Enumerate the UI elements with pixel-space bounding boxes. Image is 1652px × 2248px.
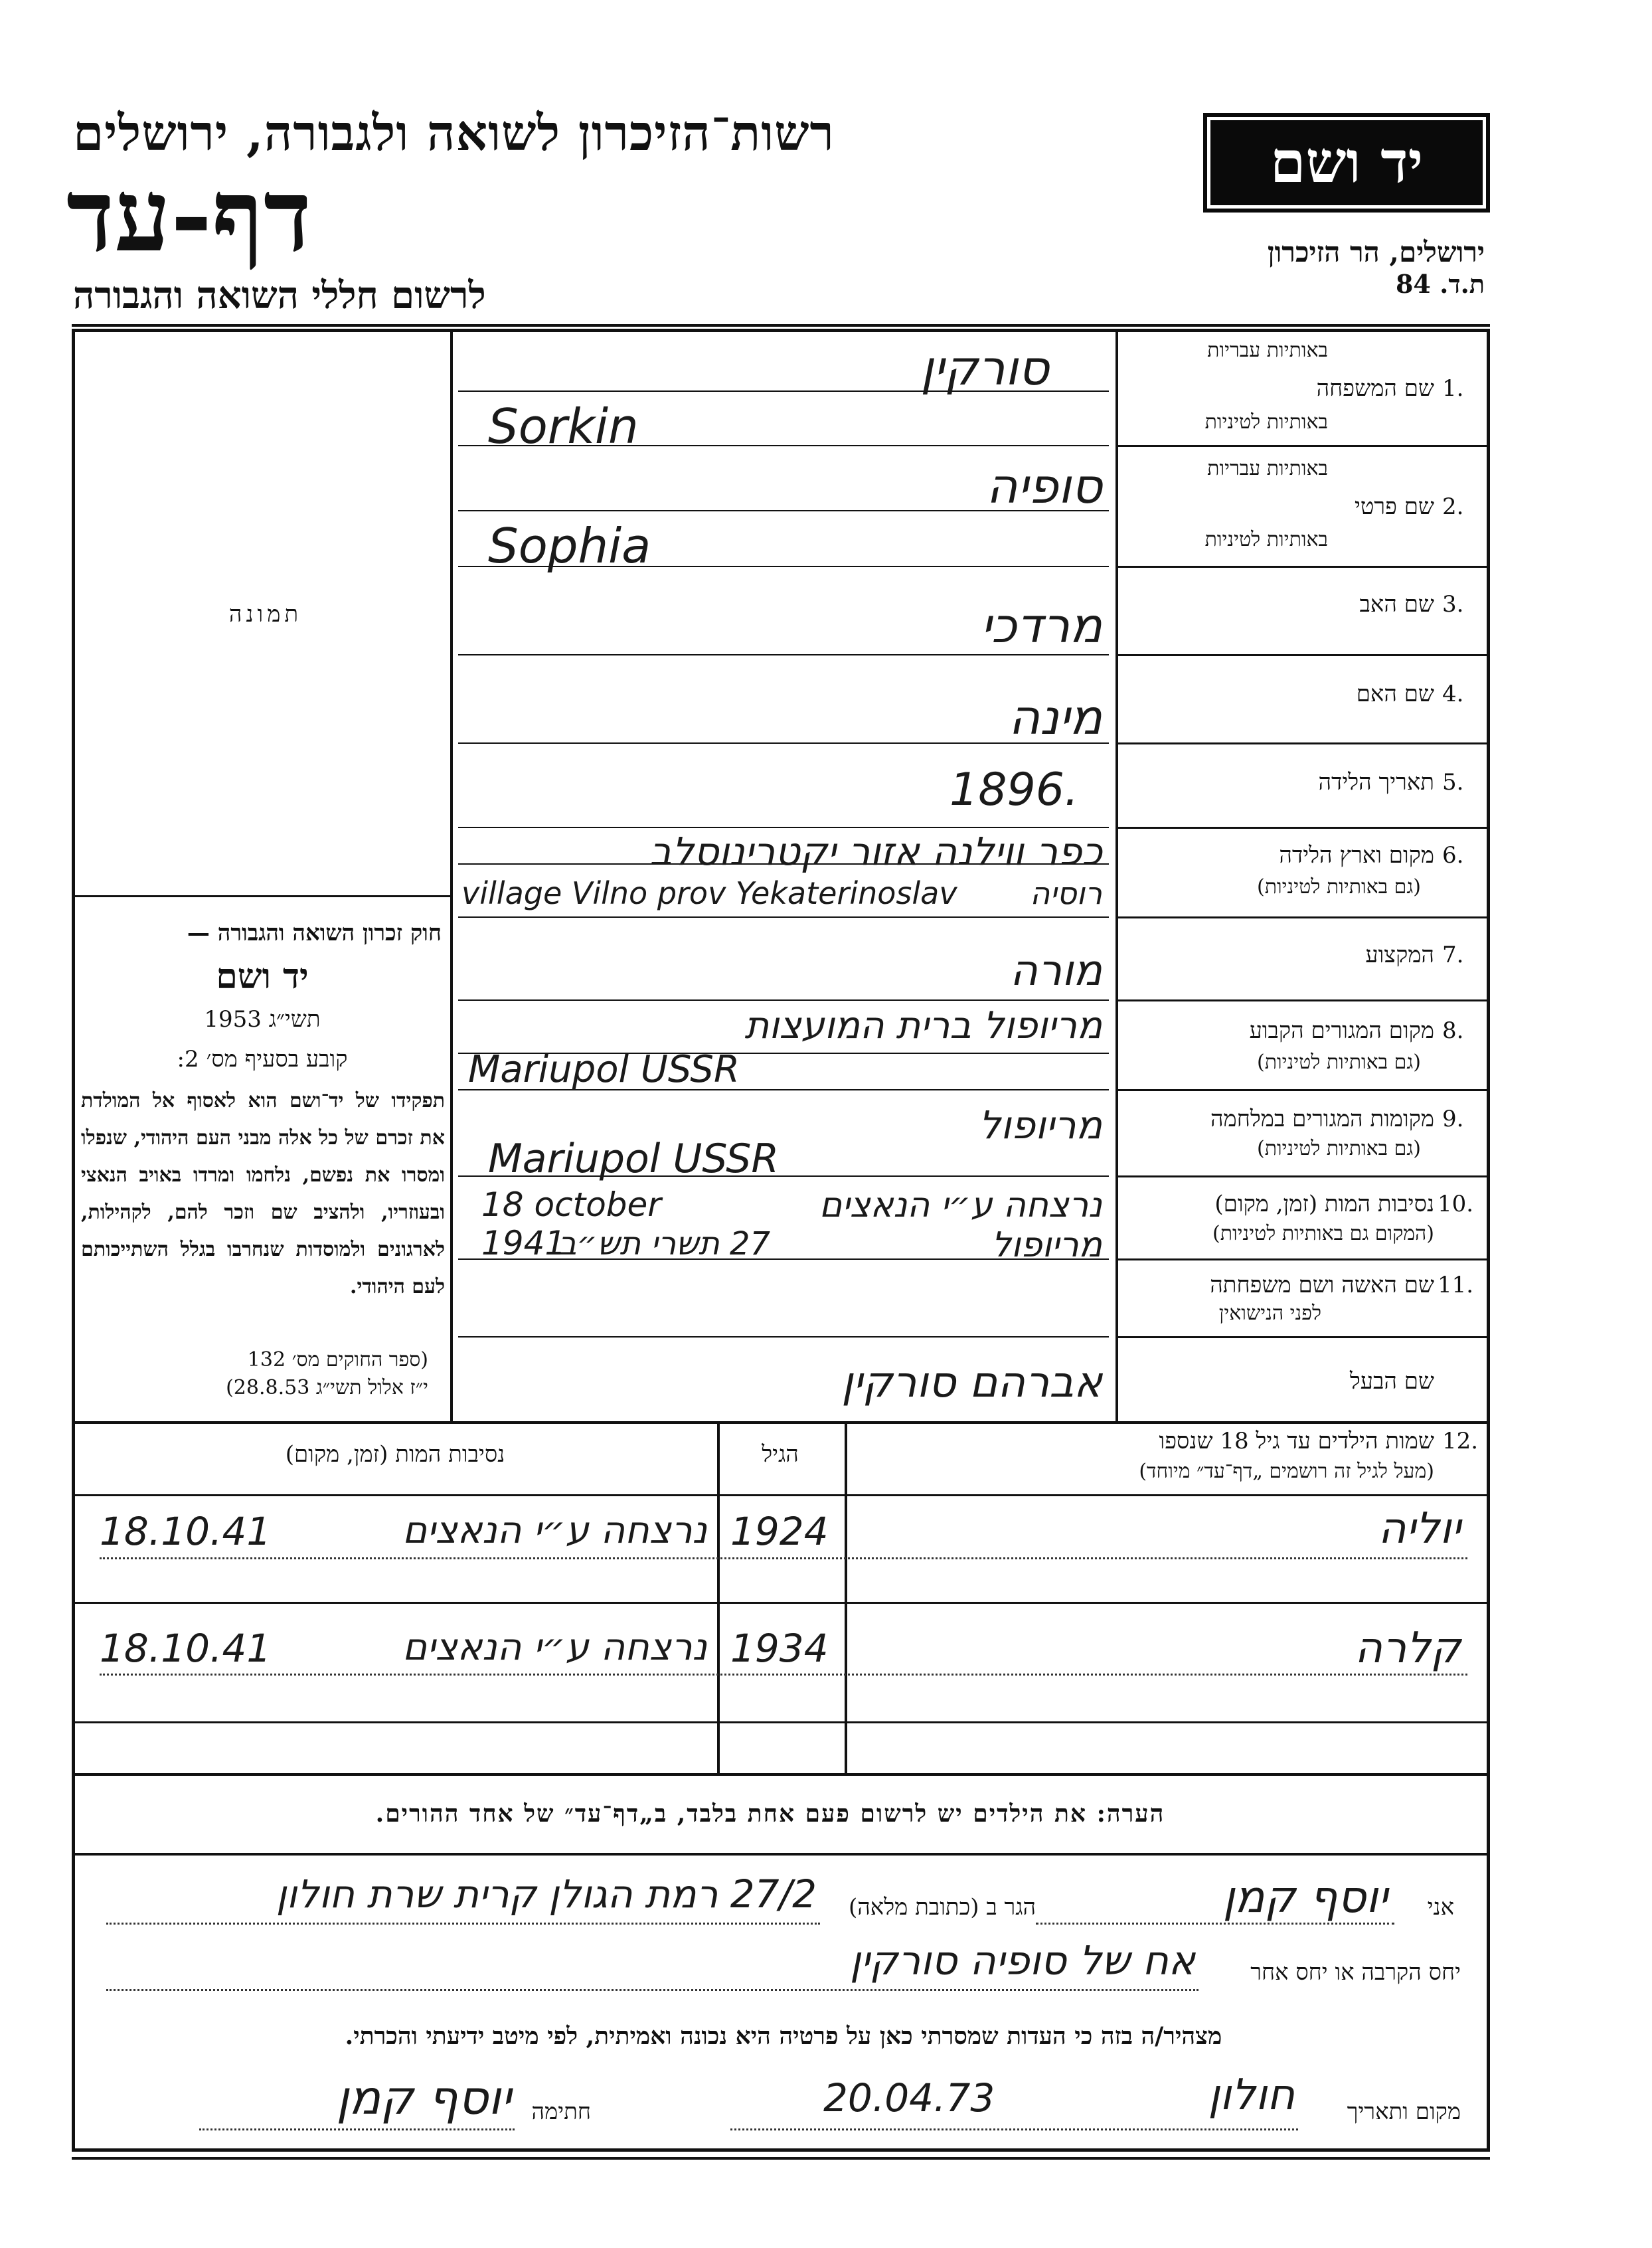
declarant-name-line [1036,1923,1394,1925]
children-col-sep-2 [845,1421,847,1773]
f8-label: מקום המגורים הקבוע [1249,1017,1434,1044]
declarant-name[interactable]: יוסף קמן [1222,1871,1388,1923]
photo-box-bottom [73,895,450,897]
form-subtitle: לרשום חללי השואה והגבורה [73,274,486,317]
value-line-15 [458,1336,1109,1338]
children-top-rule [72,1421,1490,1424]
f4-label: שם האם [1356,681,1434,707]
children-col-sep-1 [717,1421,720,1773]
f8-number: 8. [1442,1017,1464,1044]
child-row-1-line [100,1557,1467,1559]
f11-note: לפני הנישואין [1218,1302,1321,1325]
f5-label: תאריך הלידה [1318,769,1434,796]
children-note: (מעל לגיל זה רושמים „דף־עד״ מיוחד) [1139,1460,1434,1483]
relation-value[interactable]: אח של סופיה סורקין [850,1938,1195,1984]
f10-value-date[interactable]: 18 october 1941 [481,1185,661,1262]
children-lower-rule [72,1721,1490,1723]
rule-row-1 [1117,445,1489,447]
date-value[interactable]: 20.04.73 [823,2075,995,2120]
f10-number: 10. [1438,1191,1474,1217]
rule-row-7 [1117,999,1489,1001]
f5-value[interactable]: 1896. [950,764,1079,816]
relation-label: יחס הקרבה או יחס אחר [1250,1959,1461,1986]
declaration-text: מצהיר/ה בזה כי העדות שמסרתי כאן על פרטיה היא נכונה ואמיתית, לפי מיטב ידיעתי והכרתי. [345,2022,1222,2050]
children-mid-rule [72,1602,1490,1604]
signature-line [199,2128,515,2130]
rule-row-11 [1117,1336,1489,1338]
photo-label: תמונה [228,601,303,628]
f6-value-hebrew[interactable]: כפר ווילנה אזור יקטרינוסלב [649,829,1102,874]
authority-heading: רשות־הזיכרון לשואה ולגבורה, ירושלים [73,105,835,162]
law-reference-1: (ספר החוקים מס׳ 132 [247,1348,428,1371]
f7-value[interactable]: מורה [1010,946,1102,995]
f2-hint-latin: באותיות לטיניות [1204,528,1328,551]
f10-label: נסיבות המות (זמן, מקום) [1214,1191,1434,1217]
f6-hint: (גם באותיות לטיניות) [1257,875,1421,899]
f5-number: 5. [1442,769,1464,796]
rule-row-9 [1117,1175,1489,1177]
f9-hint: (גם באותיות לטיניות) [1257,1137,1421,1160]
f3-label: שם האב [1359,591,1434,618]
place-value[interactable]: חולון [1208,2071,1295,2120]
children-title: שמות הילדים עד גיל 18 שנספו [1159,1428,1434,1454]
logo-text: יד ושם [1270,129,1424,196]
husband-label: שם הבעל [1349,1368,1434,1395]
yad-vashem-logo [1203,113,1490,213]
frame-top-rule [72,324,1490,327]
f11-number: 11. [1438,1272,1474,1298]
law-title: חוק זכרון השואה והגבורה — [187,920,442,946]
law-name: יד ושם [216,956,309,997]
address-line-2: ת.ד. 84 [1395,269,1485,299]
child-2-death-date[interactable]: 18.10.41 [100,1626,272,1671]
child-1-death-date[interactable]: 18.10.41 [100,1509,272,1554]
place-date-label: מקום ותאריך [1347,2099,1461,2125]
value-line-9 [458,916,1109,918]
relation-line [106,1989,1198,1991]
f7-number: 7. [1442,942,1464,968]
rule-row-6 [1117,916,1489,918]
f1-value-latin[interactable]: Sorkin [488,398,639,454]
f2-value-latin[interactable]: Sophia [488,518,651,574]
f8-value-hebrew[interactable]: מריופול ברית המועצות [744,1004,1102,1047]
f8-value-latin[interactable]: Mariupol USSR [468,1048,740,1091]
f9-number: 9. [1442,1106,1464,1132]
law-body: תפקידו של יד־ושם הוא לאסוף אל המולדת את זכרם של כל אלה מבני העם היהודי, שנפלו ומסרו את נפשם, נלחמו ומרדו באויב הנאצי ובעוזריו, ולהציב שם וזכר להם, לקהילות, לארגונים ולמוסדות שנחרבו בגלל השתייכותם לעם היהודי. [81,1089,445,1298]
f1-hint-latin: באותיות לטיניות [1204,410,1328,434]
remark-rule [72,1853,1490,1856]
f8-hint: (גם באותיות לטיניות) [1257,1051,1421,1074]
child-1-death[interactable]: נרצחה ע״י הנאצים [402,1509,707,1552]
value-line-7 [458,827,1109,828]
f4-value[interactable]: מינה [1009,689,1102,745]
place-date-line [730,2128,1298,2130]
rule-row-3 [1117,654,1489,656]
signature-label: חתימה [531,2099,591,2125]
child-2-age[interactable]: 1934 [730,1626,829,1671]
child-1-name[interactable]: יוליה [1378,1504,1461,1553]
f10-value-place[interactable]: מריופול [991,1225,1102,1265]
remark: הערה: את הילדים יש לרשום פעם אחת בלבד, ב„דף־עד״ של אחד ההורים. [375,1800,1165,1828]
value-line-10 [458,999,1109,1001]
signature-value[interactable]: יוסף קמן [336,2071,511,2125]
child-1-age[interactable]: 1924 [730,1509,829,1554]
f6-label: מקום וארץ הלידה [1279,842,1434,869]
rule-row-10 [1117,1258,1489,1260]
f9-value-hebrew[interactable]: מריופול [979,1102,1102,1148]
f10-value-hebrew[interactable]: נרצחה ע״י הנאצים [819,1185,1102,1225]
f10-note: (המקום גם באותיות לטיניות) [1212,1222,1434,1245]
declarant-i-label: אני [1427,1894,1454,1921]
f2-label: שם פרטי [1354,493,1434,520]
f7-label: המקצוע [1365,942,1434,968]
f10-value-hebrew-date[interactable]: 27 תשרי תש״ב [558,1225,770,1262]
declarant-address[interactable]: 27/2 רמת הגולן קרית שרת חולון [276,1871,817,1917]
f3-number: 3. [1442,591,1464,618]
law-year: תשי״ג 1953 [204,1006,321,1033]
rule-row-5 [1117,827,1489,829]
f11-label: שם האשה ושם משפחתה [1210,1272,1434,1298]
f6-number: 6. [1442,842,1464,869]
f9-label: מקומות המגורים במלחמה [1210,1106,1434,1132]
children-number: 12. [1442,1428,1479,1454]
f9-value-latin[interactable]: Mariupol USSR [488,1136,780,1182]
declarant-address-line [106,1923,820,1925]
value-line-5 [458,654,1109,655]
child-row-2-line [100,1674,1467,1676]
child-2-death[interactable]: נרצחה ע״י הנאצים [402,1626,707,1669]
f2-hint-hebrew: באותיות עבריות [1207,457,1328,480]
rule-row-8 [1117,1089,1489,1091]
declarant-lives-label: הגר ב (כתובת מלאה) [848,1894,1036,1921]
children-col-age: הגיל [762,1441,799,1468]
f1-value-hebrew[interactable]: סורקין [920,340,1049,396]
f6-value-country[interactable]: רוסיה [1030,875,1102,911]
f4-number: 4. [1442,681,1464,707]
husband-value[interactable]: אברהם סורקין [841,1358,1102,1407]
children-col-death: נסיבות המות (זמן, מקום) [285,1441,505,1468]
f2-number: 2. [1442,493,1464,520]
children-header-rule [72,1494,1490,1496]
f3-value[interactable]: מרדכי [980,598,1102,653]
f2-value-hebrew[interactable]: סופיה [986,458,1102,514]
f6-value-latin[interactable]: village Vilno prov Yekaterinoslav [461,875,957,911]
law-section: קובע בסעיף מס׳ 2: [177,1046,348,1073]
f1-label: שם המשפחה [1316,375,1434,402]
form-title: דף-עד [66,157,312,274]
rule-row-2 [1117,566,1489,568]
rule-row-4 [1117,742,1489,744]
child-2-name[interactable]: קלרה [1355,1624,1461,1673]
f1-hint-hebrew: באותיות עבריות [1207,339,1328,362]
address-line-1: ירושלים, הר הזיכרון [1267,236,1485,268]
frame-bottom-rule [72,2157,1490,2160]
separator-right [1115,329,1118,1421]
separator-left [450,329,453,1421]
children-bottom-rule [72,1773,1490,1776]
law-reference-2: י״ז אלול תשי״ג 28.8.53) [226,1376,428,1399]
f1-number: 1. [1442,375,1464,402]
